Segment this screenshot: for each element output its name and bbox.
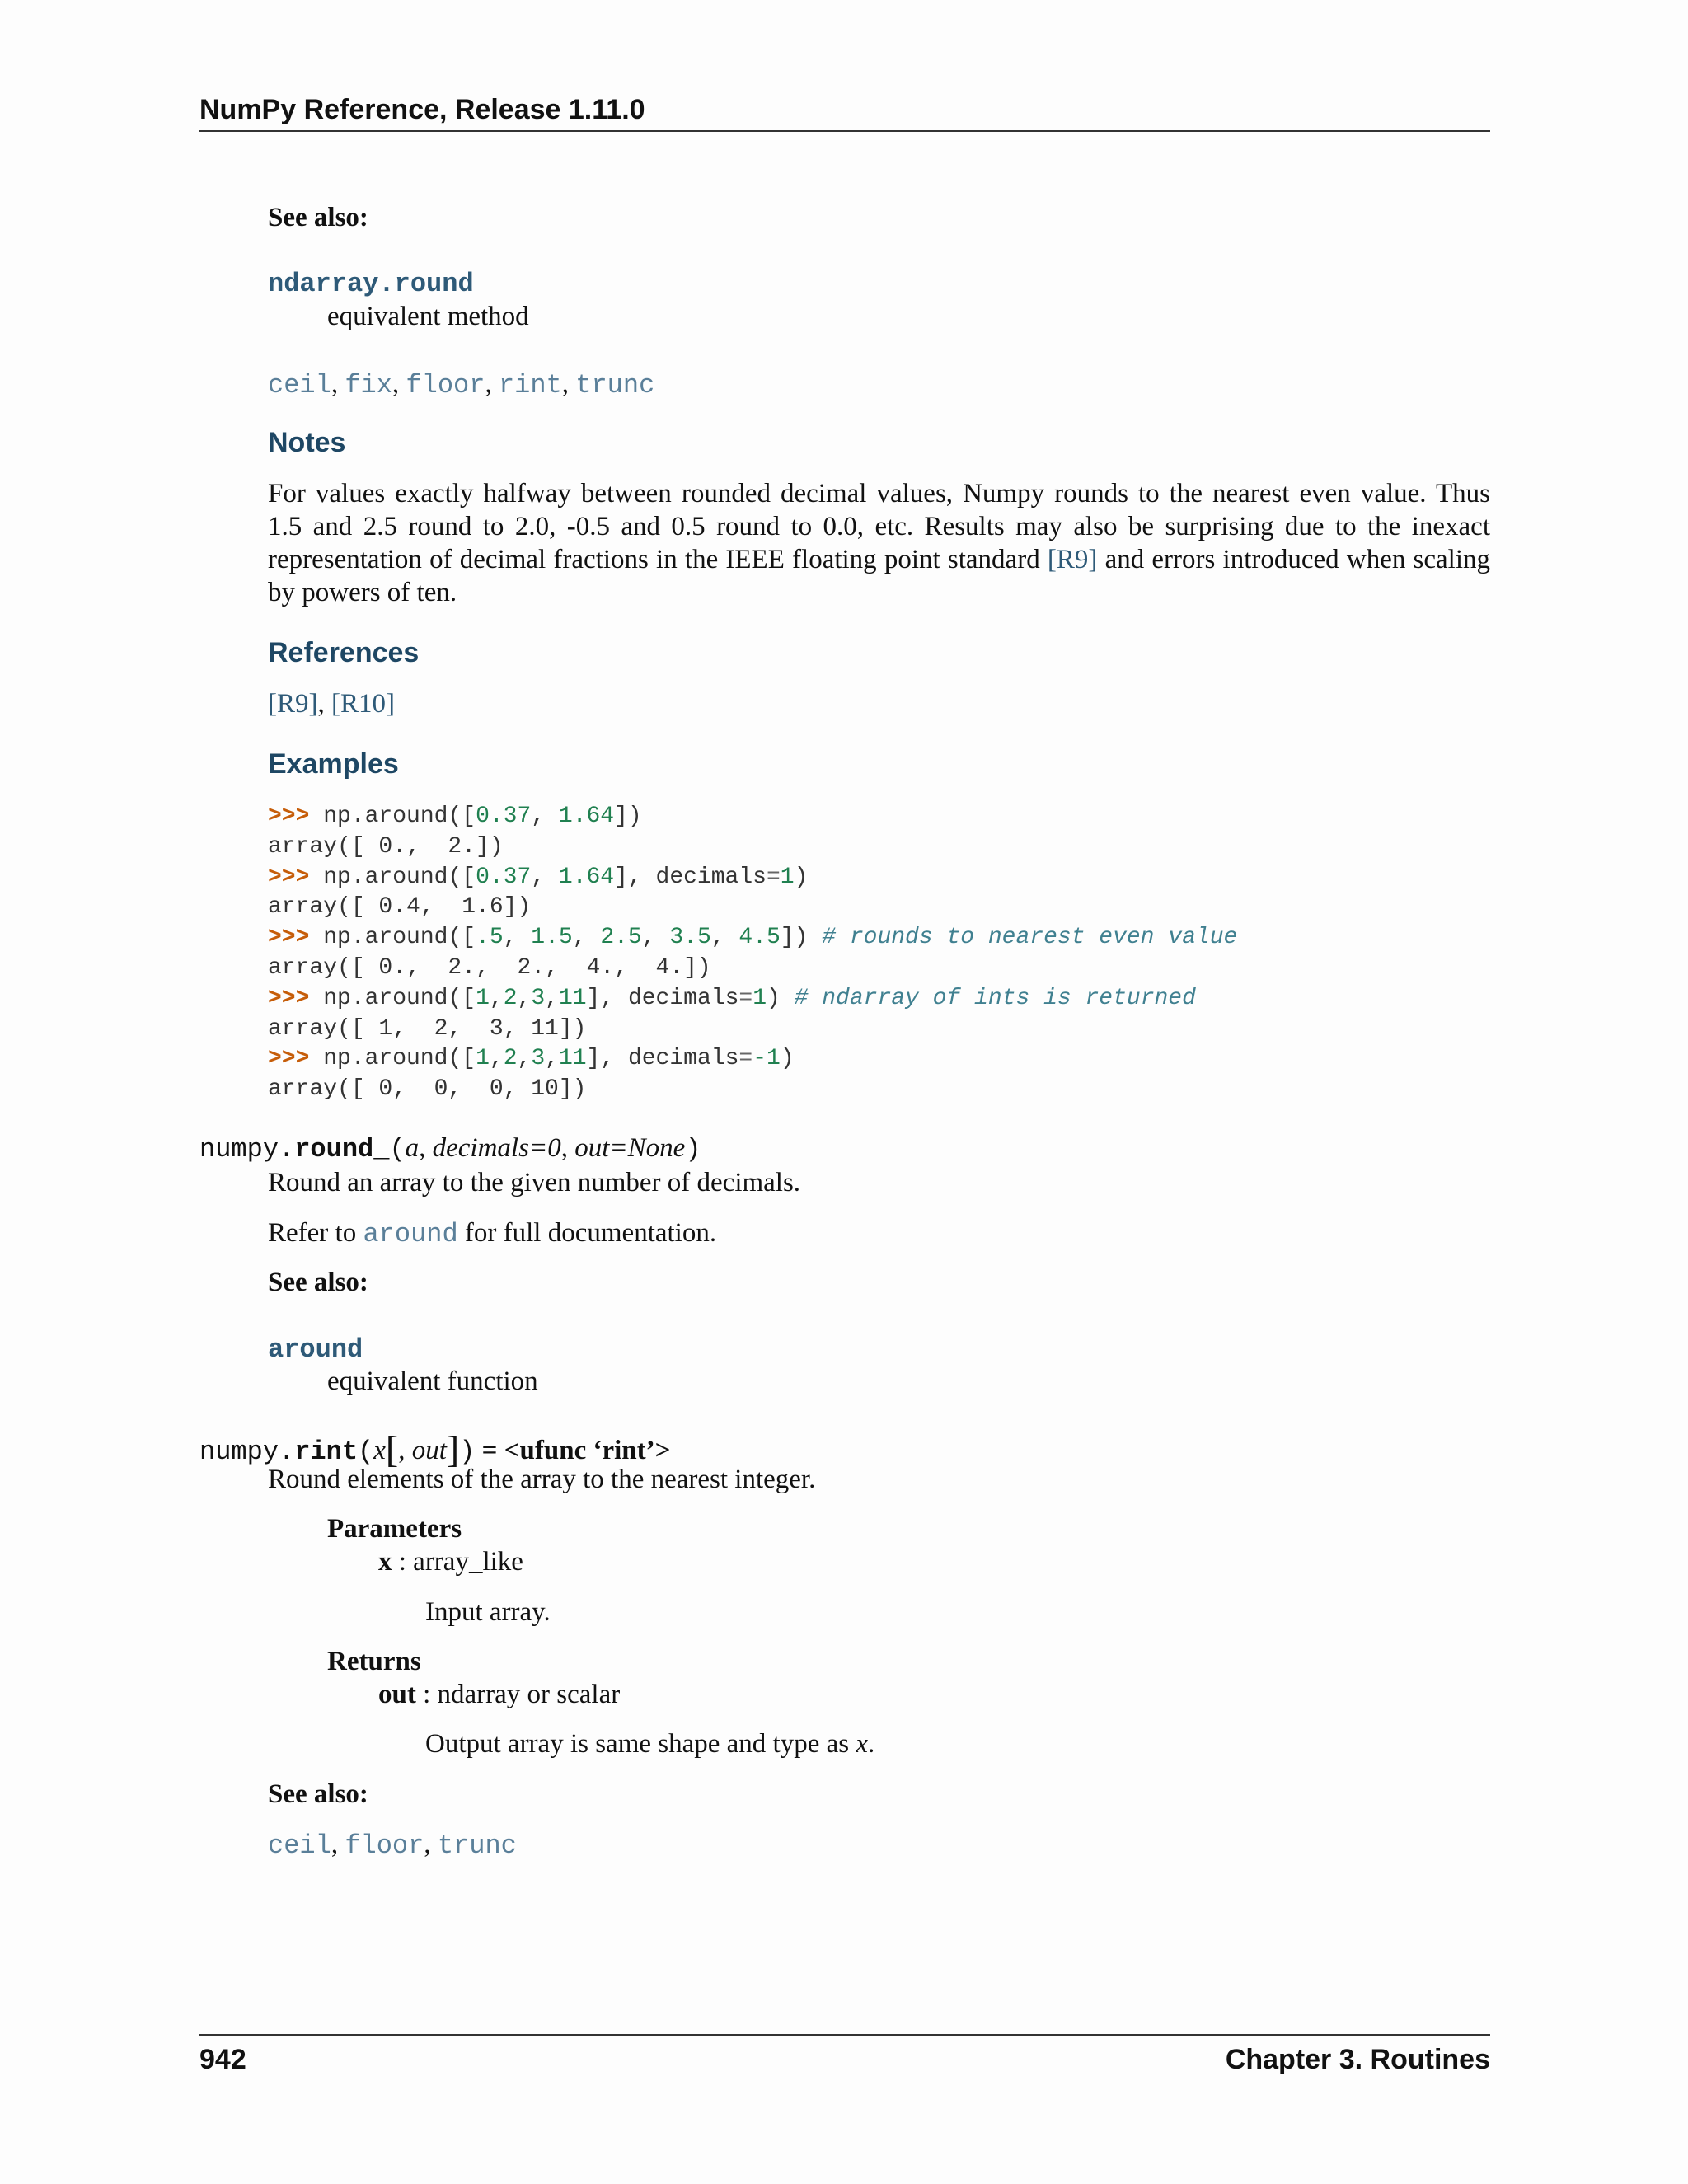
round-see-also-around-desc: equivalent function	[327, 1366, 538, 1396]
rint-returns-heading: Returns	[327, 1647, 421, 1676]
ref-r9-link[interactable]: [R9]	[268, 689, 318, 719]
see-also-links-row: ceil, fix, floor, rint, trunc	[268, 369, 655, 401]
link-rint[interactable]: rint	[498, 370, 562, 401]
rint-sig-name: rint	[294, 1436, 359, 1467]
examples-heading: Examples	[268, 748, 399, 780]
round-refer-line	[268, 1216, 716, 1251]
round-sig-paren-open: (	[389, 1134, 406, 1165]
examples-code-block	[268, 802, 1237, 1105]
round-signature	[199, 1133, 701, 1165]
code-output-1: array([ 0., 2.])	[268, 833, 504, 860]
code-line-1: >>> np.around([0.37, 1.64])	[268, 804, 642, 829]
notes-line-3-tail: and errors introduced when scaling	[1104, 545, 1490, 574]
rint-sig-bracket-close: ]	[446, 1428, 460, 1470]
rint-return-out-desc	[425, 1727, 874, 1760]
rint-link-floor[interactable]: floor	[345, 1830, 424, 1861]
round-refer-prefix: Refer to	[268, 1218, 363, 1248]
round-sig-comma2: ,	[560, 1133, 575, 1163]
code-line-4: >>> np.around([1,2,3,11], decimals=1) # ndarray of ints is returned	[268, 985, 1196, 1011]
see-also-heading: See also:	[268, 203, 368, 232]
rint-sig-paren-close: )	[459, 1436, 476, 1467]
rint-see-also-heading: See also:	[268, 1779, 368, 1809]
notes-line-2: 1.5 and 2.5 round to 2.0, -0.5 and 0.5 round to 0.0, etc. Results may also be surprising due to the inexact	[268, 512, 1490, 541]
rint-link-trunc[interactable]: trunc	[437, 1830, 517, 1861]
footer-rule	[199, 2034, 1490, 2036]
rint-link-ceil[interactable]: ceil	[268, 1830, 331, 1861]
rint-param-x-name: x	[378, 1547, 392, 1577]
rint-signature	[199, 1424, 670, 1468]
rint-return-out	[378, 1678, 620, 1711]
notes-line-3-text: representation of decimal fractions in the IEEE floating point standard	[268, 545, 1040, 574]
see-also-ndarray-round-desc: equivalent method	[327, 302, 529, 331]
references-row: [R9], [R10]	[268, 689, 395, 719]
notes-line-4: by powers of ten.	[268, 578, 457, 607]
header-rule	[199, 130, 1490, 132]
notes-ref-r9-link[interactable]: [R9]	[1047, 545, 1098, 574]
round-refer-suffix: for full documentation.	[457, 1218, 717, 1248]
rint-return-desc-prefix: Output array is same shape and type as	[425, 1729, 856, 1759]
rint-sig-comma: ,	[398, 1436, 412, 1465]
code-output-4: array([ 1, 2, 3, 11])	[268, 1015, 587, 1042]
rint-sig-prefix: numpy.	[199, 1436, 295, 1467]
rint-summary: Round elements of the array to the nearest integer.	[268, 1465, 816, 1494]
link-fix[interactable]: fix	[345, 370, 392, 401]
round-see-also-around-link[interactable]: around	[268, 1334, 363, 1365]
round-summary: Round an array to the given number of decimals.	[268, 1168, 801, 1197]
notes-line-3	[268, 543, 1490, 576]
code-output-5: array([ 0, 0, 0, 10])	[268, 1076, 587, 1103]
footer-page-number: 942	[199, 2044, 246, 2075]
round-see-also-heading: See also:	[268, 1268, 368, 1297]
rint-return-desc-var: x	[856, 1729, 869, 1759]
see-also-ndarray-round-link[interactable]: ndarray.round	[268, 269, 474, 299]
rint-return-out-type: : ndarray or scalar	[415, 1680, 621, 1709]
rint-sig-ufunc: = <ufunc ‘rint’>	[475, 1436, 671, 1465]
notes-heading: Notes	[268, 427, 346, 458]
round-sig-comma1: ,	[419, 1133, 433, 1163]
rint-see-also-links-row: ceil, floor, trunc	[268, 1830, 517, 1861]
rint-param-x	[378, 1545, 523, 1578]
rint-sig-x: x	[373, 1436, 386, 1465]
running-header-title: NumPy Reference, Release 1.11.0	[199, 94, 645, 125]
round-sig-decimals: decimals=0	[432, 1133, 561, 1163]
round-sig-out: out=None	[574, 1133, 686, 1163]
rint-return-desc-suffix: .	[868, 1729, 875, 1759]
rint-params-heading: Parameters	[327, 1514, 462, 1544]
code-line-5: >>> np.around([1,2,3,11], decimals=-1)	[268, 1046, 795, 1072]
round-sig-prefix: numpy.	[199, 1134, 295, 1165]
code-line-3: >>> np.around([.5, 1.5, 2.5, 3.5, 4.5]) # rounds to nearest even value	[268, 925, 1238, 951]
notes-paragraph	[268, 477, 1490, 609]
link-floor[interactable]: floor	[406, 370, 485, 401]
rint-param-x-type: : array_like	[392, 1547, 523, 1577]
round-sig-paren-close: )	[685, 1134, 701, 1165]
rint-sig-paren-open: (	[358, 1436, 374, 1467]
ref-r10-link[interactable]: [R10]	[331, 689, 395, 719]
code-output-2: array([ 0.4, 1.6])	[268, 894, 532, 921]
notes-line-1: For values exactly halfway between rounded decimal values, Numpy rounds to the nearest even value. Thus	[268, 479, 1490, 509]
footer-chapter: Chapter 3. Routines	[1225, 2044, 1490, 2075]
link-trunc[interactable]: trunc	[575, 370, 655, 401]
round-sig-name: round_	[294, 1134, 390, 1165]
code-output-3: array([ 0., 2., 2., 4., 4.])	[268, 954, 711, 981]
link-ceil[interactable]: ceil	[268, 370, 331, 401]
rint-param-x-desc: Input array.	[425, 1597, 551, 1627]
code-line-2: >>> np.around([0.37, 1.64], decimals=1)	[268, 864, 809, 890]
rint-return-out-name: out	[378, 1680, 416, 1709]
round-refer-around-link[interactable]: around	[363, 1219, 458, 1249]
rint-sig-bracket-open: [	[385, 1428, 399, 1470]
round-sig-a: a	[405, 1133, 420, 1163]
rint-sig-out: out	[411, 1436, 447, 1465]
references-heading: References	[268, 637, 420, 668]
